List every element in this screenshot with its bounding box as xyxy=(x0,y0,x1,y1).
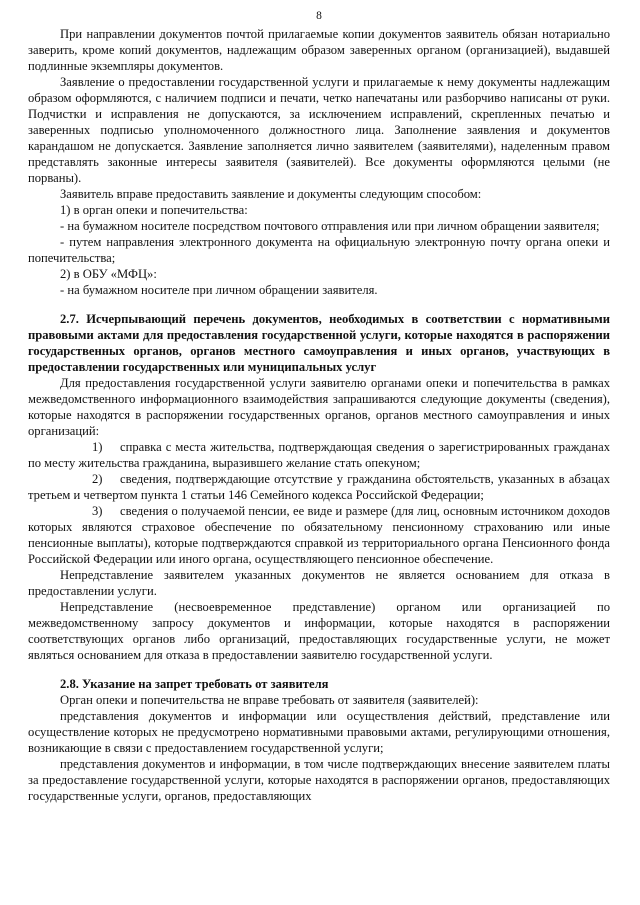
paragraph: 2) в ОБУ «МФЦ»: xyxy=(60,267,157,281)
section-2-7-body xyxy=(28,375,610,663)
paragraph: Непредставление заявителем указанных документов не является основанием для отказа в предоставлении услуги. xyxy=(28,568,610,598)
paragraph: Непредставление (несвоевременное представление) органом или организацией по межведомственному запросу документов и информации, которые находятся в распоряжении соответствующих органов либо организаций, предоставляющих государственные услуги, не может являться основанием для отказа в предоставлении заявителю государственной услуги. xyxy=(28,600,610,662)
paragraph: 1) в орган опеки и попечительства: xyxy=(60,203,248,217)
section-heading-2-7: 2.7. Исчерпывающий перечень документов, необходимых в соответствии с нормативными правовыми актами для предоставления государственной услуги, которые находятся в распоряжении государственных органов, органов местного самоуправления и иных органов, участвующих в предоставлении государственных или муниципальных услуг xyxy=(28,312,610,374)
paragraph: представления документов и информации, в том числе подтверждающих внесение заявителем платы за предоставление государственной услуги, которые находятся в распоряжении органов, предоставляющих государственные услуги, органов, предоставляющих xyxy=(28,757,610,803)
paragraph: Орган опеки и попечительства не вправе требовать от заявителя (заявителей): xyxy=(60,693,479,707)
paragraph: Заявитель вправе предоставить заявление и документы следующим способом: xyxy=(60,187,482,201)
list-item-text: сведения, подтверждающие отсутствие у гражданина обстоятельств, указанных в абзацах третьем и четвертом пункта 1 статьи 146 Семейного кодекса Российской Федерации; xyxy=(28,472,610,502)
paragraph: - на бумажном носителе при личном обращении заявителя. xyxy=(60,283,378,297)
paragraph: - на бумажном носителе посредством почтового отправления или при личном обращении заявителя; xyxy=(60,219,600,233)
list-item-text: справка с места жительства, подтверждающая сведения о зарегистрированных гражданах по месту жительства гражданина, выразившего желание стать опекуном; xyxy=(28,440,610,470)
list-item-number: 3) xyxy=(92,504,103,518)
section-heading-2-8: 2.8. Указание на запрет требовать от заявителя xyxy=(60,677,329,691)
page-number: 8 xyxy=(316,10,322,22)
paragraph: представления документов и информации или осуществления действий, представление или осуществление которых не предусмотрено нормативными правовыми актами, регулирующими отношения, возникающие в связи с предоставлением государственной услуги; xyxy=(28,709,610,755)
intro-block xyxy=(28,26,610,298)
paragraph: При направлении документов почтой прилагаемые копии документов заявитель обязан нотариально заверить, кроме копий документов, надлежащим образом заверенных органом (организацией), выдавшей подлинные экземпляры документов. xyxy=(28,27,610,73)
list-item xyxy=(28,439,610,471)
section-2-8-body xyxy=(28,692,610,804)
list-item-number: 1) xyxy=(92,440,103,454)
document-page xyxy=(28,0,610,804)
paragraph: Заявление о предоставлении государственной услуги и прилагаемые к нему документы надлежащим образом оформляются, с наличием подписи и печати, четко напечатаны или разборчиво написаны от руки. Подчистки и исправления не допускаются, за исключением исправлений, скрепленных печатью и заверенных подписью уполномоченного должностного лица. Заполнение заявления и документов карандашом не допускается. Заявление заполняется лично заявителем (заявителями), наделенным правом представлять законные интересы заявителя (заявителей). Все документы оформляются целыми (не порваны). xyxy=(28,75,610,185)
list-item xyxy=(28,503,610,567)
paragraph: Для предоставления государственной услуги заявителю органами опеки и попечительства в рамках межведомственного информационного взаимодействия запрашиваются следующие документы (сведения), которые находятся в распоряжении государственных органов, органов местного самоуправления и иных организаций: xyxy=(28,376,610,438)
paragraph: - путем направления электронного документа на официальную электронную почту органа опеки и попечительства; xyxy=(28,235,610,265)
list-item-number: 2) xyxy=(92,472,103,486)
list-item-text: сведения о получаемой пенсии, ее виде и размере (для лиц, основным источником доходов которых являются страховое обеспечение по обязательному пенсионному страхованию или иные пенсионные выплаты), которые подтверждаются справкой из территориального органа Пенсионного фонда Российской Федерации или иного органа, осуществляющего пенсионное обеспечение. xyxy=(28,504,610,566)
list-item xyxy=(28,471,610,503)
